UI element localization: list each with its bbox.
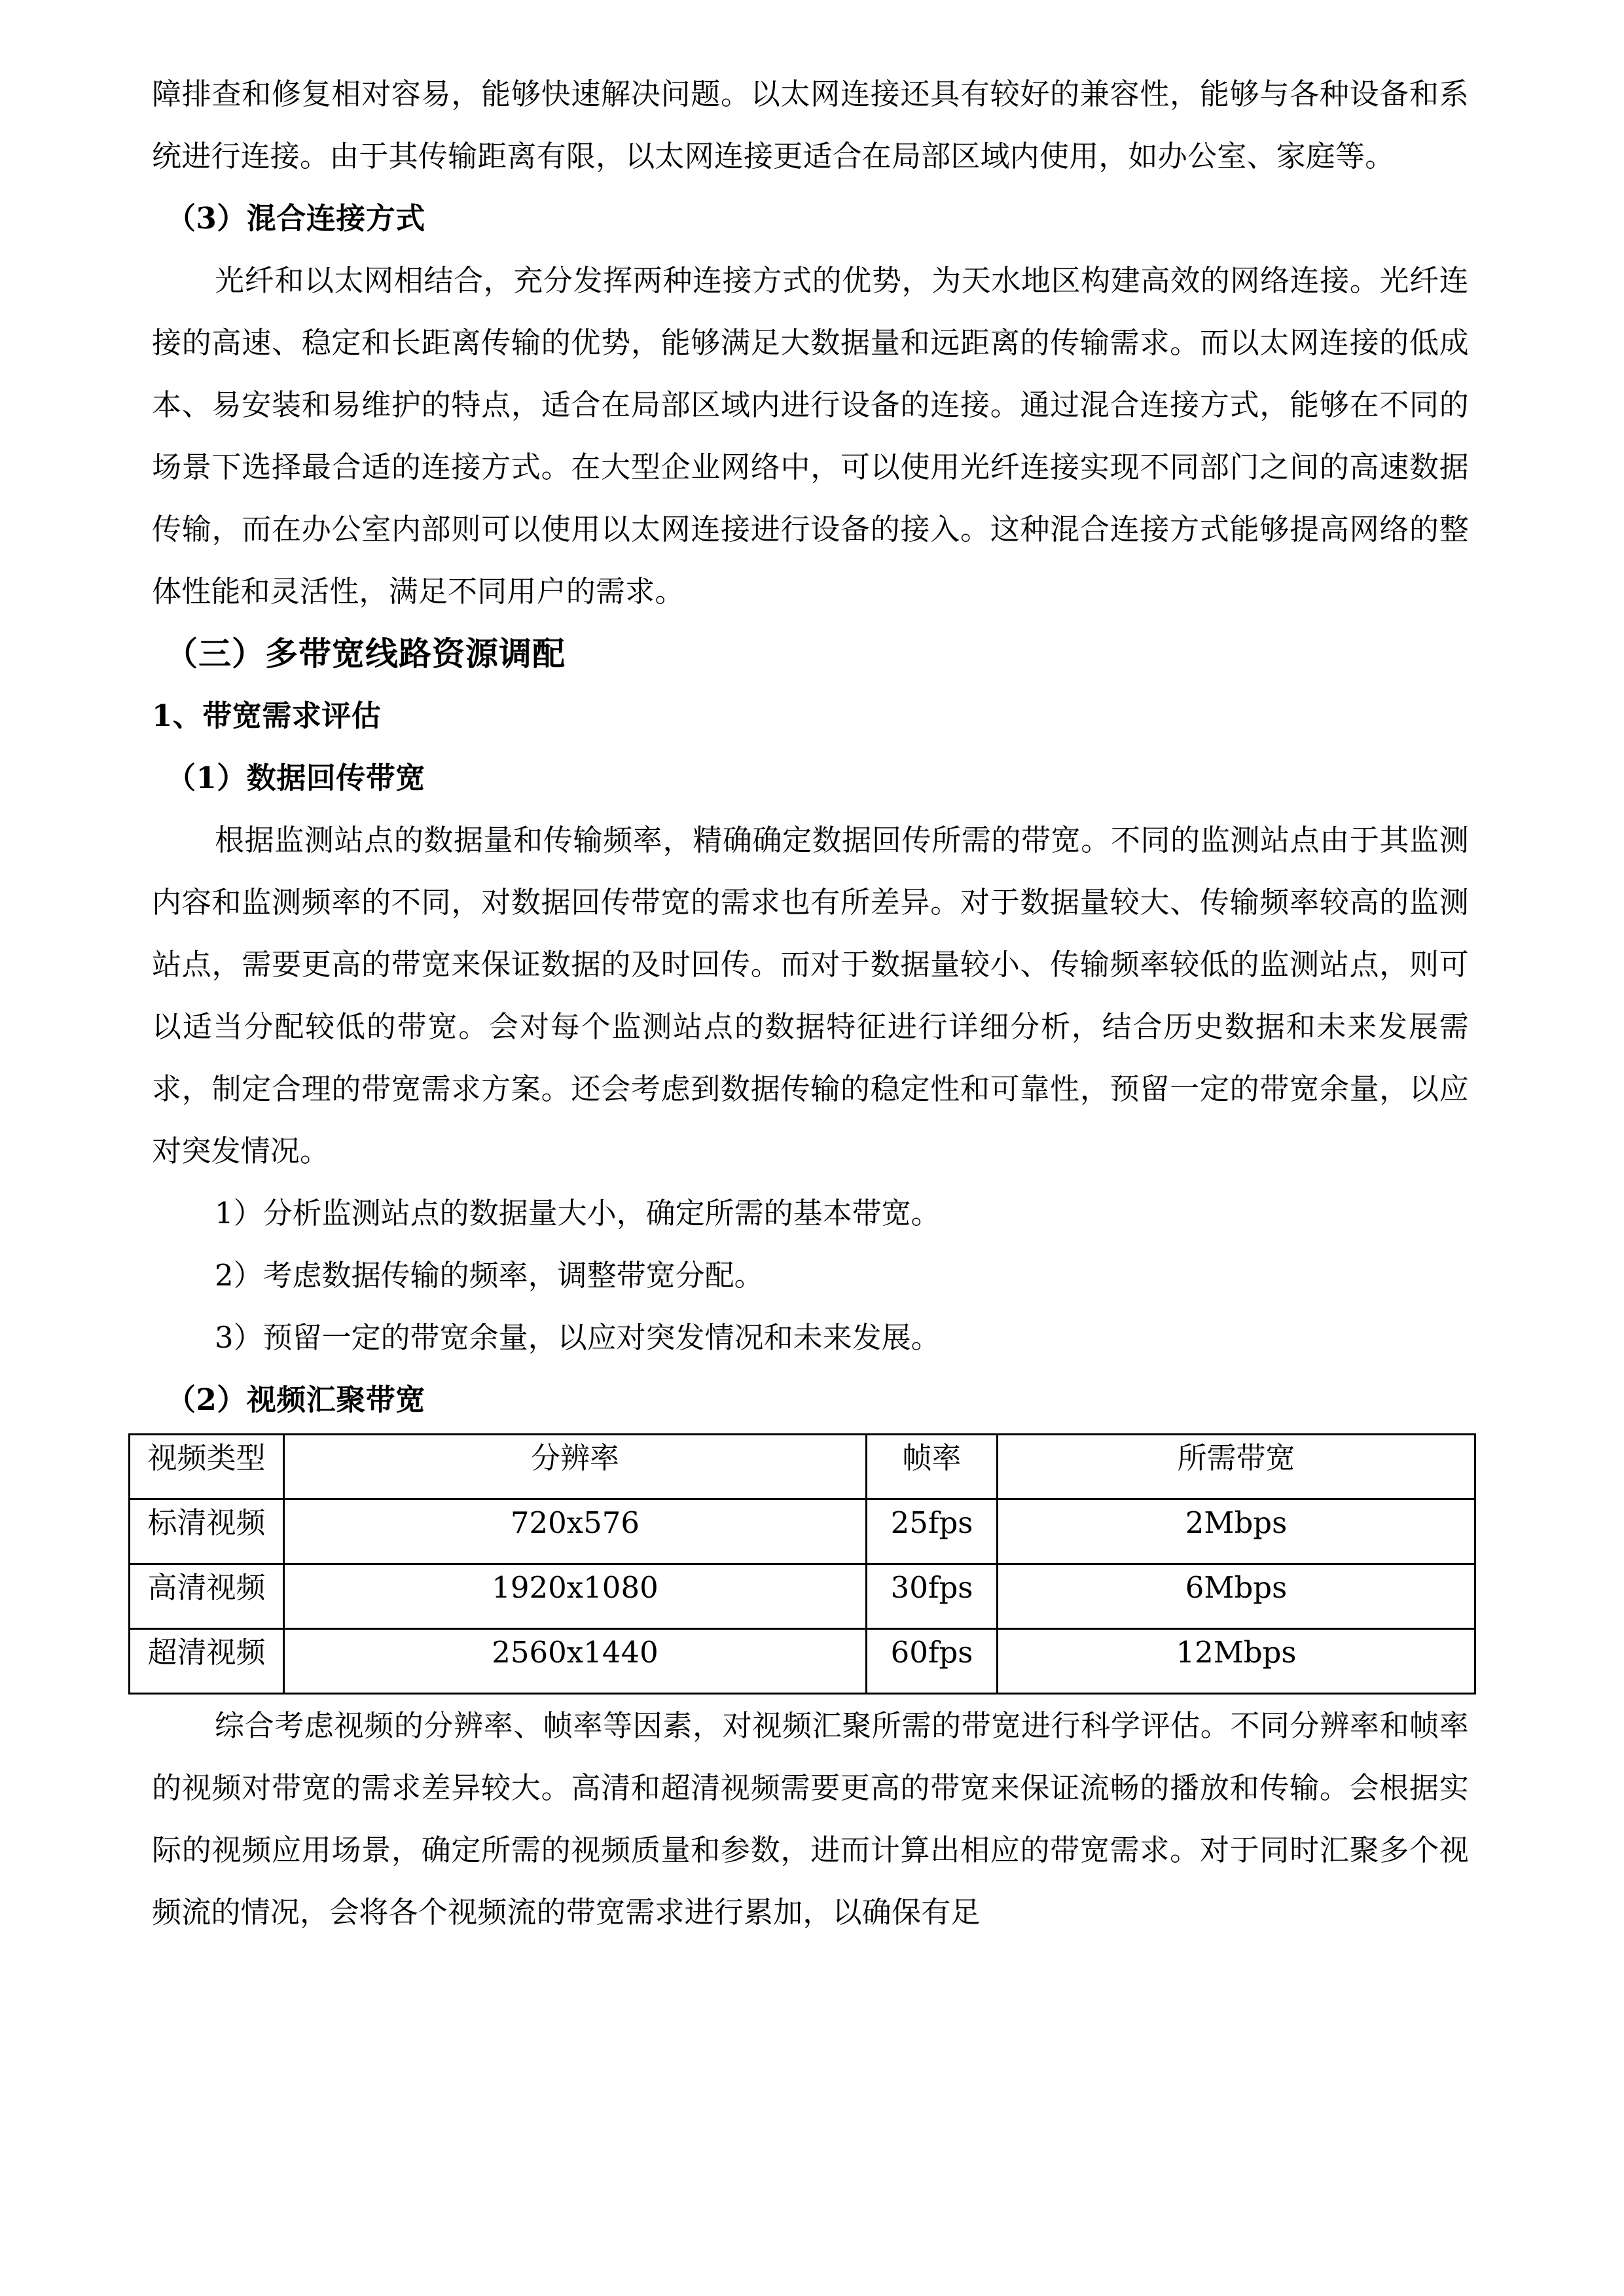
table-header-cell <box>867 1435 998 1499</box>
table-cell-value: 标清视频 <box>147 1505 266 1540</box>
paragraph-data-backhaul-bandwidth: 根据监测站点的数据量和传输频率，精确确定数据回传所需的带宽。不同的监测站点由于其监测内容和监测频率的不同，对数据回传带宽的需求也有所差异。对于数据量较大、传输频率较高的监测站点，需要更高的带宽来保证数据的及时回传。而对于数据量较小、传输频率较低的监测站点，则可以适当分配较低的带宽。会对每个监测站点的数据特征进行详细分析，结合历史数据和未来发展需求，制定合理的带宽需求方案。还会考虑到数据传输的稳定性和可靠性，预留一定的带宽余量，以应对突发情况。 <box>152 823 1469 1168</box>
page-content <box>147 63 1469 1943</box>
table-row <box>130 1629 1475 1694</box>
table-cell-value: 2Mbps <box>1185 1505 1288 1540</box>
table-header-label: 所需带宽 <box>1177 1441 1295 1475</box>
table-cell <box>998 1564 1475 1629</box>
table-header-label: 分辨率 <box>530 1441 619 1475</box>
table-cell <box>284 1629 867 1694</box>
table-row <box>130 1564 1475 1629</box>
heading-three-multi-bandwidth-line-resource-allocation: （三）多带宽线路资源调配 <box>165 634 566 673</box>
table-cell-value: 1920x1080 <box>492 1570 659 1605</box>
list-item-1: 1）分析监测站点的数据量大小，确定所需的基本带宽。 <box>215 1196 941 1230</box>
video-bandwidth-table <box>128 1433 1476 1695</box>
table-header-row <box>130 1435 1475 1499</box>
table-header-label: 视频类型 <box>147 1441 266 1475</box>
table-cell <box>284 1564 867 1629</box>
table-cell-value: 12Mbps <box>1176 1635 1297 1670</box>
table-cell <box>130 1629 284 1694</box>
table-header-cell <box>284 1435 867 1499</box>
table-cell <box>867 1629 998 1694</box>
table-cell-value: 720x576 <box>510 1505 640 1540</box>
list-item-2: 2）考虑数据传输的频率，调整带宽分配。 <box>215 1258 764 1293</box>
table-header-cell <box>998 1435 1475 1499</box>
paragraph-ethernet-continued: 障排查和修复相对容易，能够快速解决问题。以太网连接还具有较好的兼容性，能够与各种设备和系统进行连接。由于其传输距离有限，以太网连接更适合在局部区域内使用，如办公室、家庭等。 <box>152 77 1469 173</box>
list-item-3: 3）预留一定的带宽余量，以应对突发情况和未来发展。 <box>215 1320 941 1355</box>
table-cell-value: 2560x1440 <box>492 1635 659 1670</box>
heading-3-hybrid-connection: （3）混合连接方式 <box>166 201 425 236</box>
table-cell <box>284 1499 867 1564</box>
table-cell-value: 30fps <box>890 1570 973 1605</box>
table-cell-value: 6Mbps <box>1185 1570 1288 1605</box>
table-cell <box>130 1499 284 1564</box>
heading-2-video-aggregation-bandwidth: （2）视频汇聚带宽 <box>166 1382 425 1417</box>
table-header-label: 帧率 <box>902 1441 962 1475</box>
table-cell <box>130 1564 284 1629</box>
table-cell <box>867 1564 998 1629</box>
table-cell <box>867 1499 998 1564</box>
heading-1-bandwidth-demand-assessment: 1、带宽需求评估 <box>152 698 382 733</box>
table-cell <box>998 1499 1475 1564</box>
table-cell <box>998 1629 1475 1694</box>
paragraph-hybrid-connection: 光纤和以太网相结合，充分发挥两种连接方式的优势，为天水地区构建高效的网络连接。光纤连接的高速、稳定和长距离传输的优势，能够满足大数据量和远距离的传输需求。而以太网连接的低成本、易安装和易维护的特点，适合在局部区域内进行设备的连接。通过混合连接方式，能够在不同的场景下选择最合适的连接方式。在大型企业网络中，可以使用光纤连接实现不同部门之间的高速数据传输，而在办公室内部则可以使用以太网连接进行设备的接入。这种混合连接方式能够提高网络的整体性能和灵活性，满足不同用户的需求。 <box>152 263 1469 609</box>
table-cell-value: 超清视频 <box>147 1635 266 1670</box>
table-cell-value: 高清视频 <box>147 1570 266 1605</box>
paragraph-video-aggregation-bandwidth: 综合考虑视频的分辨率、帧率等因素，对视频汇聚所需的带宽进行科学评估。不同分辨率和帧率的视频对带宽的需求差异较大。高清和超清视频需要更高的带宽来保证流畅的播放和传输。会根据实际的视频应用场景，确定所需的视频质量和参数，进而计算出相应的带宽需求。对于同时汇聚多个视频流的情况，会将各个视频流的带宽需求进行累加，以确保有足 <box>152 1708 1469 1929</box>
table-row <box>130 1499 1475 1564</box>
table-cell-value: 60fps <box>890 1635 973 1670</box>
table-header-cell <box>130 1435 284 1499</box>
heading-1-data-backhaul-bandwidth: （1）数据回传带宽 <box>166 761 425 795</box>
table-cell-value: 25fps <box>890 1505 973 1540</box>
video-bandwidth-table-wrapper <box>128 1433 1474 1695</box>
